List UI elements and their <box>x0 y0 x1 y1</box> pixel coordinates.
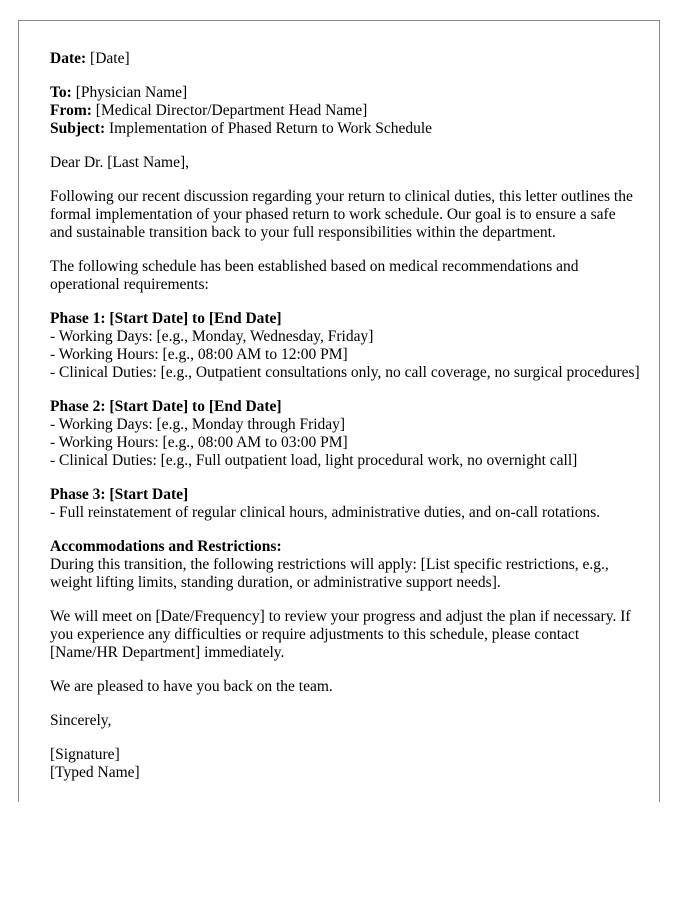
closing-note: We are pleased to have you back on the team. <box>50 678 333 695</box>
phase-item: - Working Days: [e.g., Monday through Friday] <box>50 416 346 433</box>
subject-label: Subject: <box>50 120 106 137</box>
phase-1 <box>50 310 640 382</box>
review-paragraph: We will meet on [Date/Frequency] to review your progress and adjust the plan if necessary. If you experience any difficulties or require adjustments to this schedule, please contact [Name/HR Department] immediately. <box>50 608 631 661</box>
signature-placeholder: [Signature] <box>50 746 120 763</box>
salutation: Dear Dr. [Last Name], <box>50 154 190 171</box>
from-value: [Medical Director/Department Head Name] <box>95 102 368 119</box>
from-label: From: <box>50 102 92 119</box>
subject-line <box>50 120 640 138</box>
header-block <box>50 84 640 138</box>
typed-name-placeholder: [Typed Name] <box>50 764 140 781</box>
from-line <box>50 102 640 120</box>
accommodations-text: During this transition, the following restrictions will apply: [List specific restrictions, e.g., weight lifting limits, standing duration, or administrative support needs]. <box>50 556 609 591</box>
accommodations-title: Accommodations and Restrictions: <box>50 538 282 555</box>
to-line <box>50 84 640 102</box>
phase-title: Phase 3: [Start Date] <box>50 486 189 503</box>
phase-item: - Full reinstatement of regular clinical hours, administrative duties, and on-call rotations. <box>50 504 601 521</box>
phase-item: - Working Hours: [e.g., 08:00 AM to 03:00 PM] <box>50 434 348 451</box>
to-label: To: <box>50 84 72 101</box>
date-value: [Date] <box>90 50 130 67</box>
phase-2 <box>50 398 640 470</box>
phase-title: Phase 2: [Start Date] to [End Date] <box>50 398 282 415</box>
date-block <box>50 50 640 68</box>
accommodations-block <box>50 538 640 592</box>
signature-block <box>50 746 640 782</box>
sign-off: Sincerely, <box>50 712 112 729</box>
phase-item: - Working Days: [e.g., Monday, Wednesday, Friday] <box>50 328 374 345</box>
phase-title: Phase 1: [Start Date] to [End Date] <box>50 310 282 327</box>
schedule-intro: The following schedule has been established based on medical recommendations and operational requirements: <box>50 258 579 293</box>
intro-paragraph: Following our recent discussion regarding your return to clinical duties, this letter outlines the formal implementation of your phased return to work schedule. Our goal is to ensure a safe and sustainable transition back to your full responsibilities within the department. <box>50 188 633 241</box>
phase-item: - Clinical Duties: [e.g., Full outpatient load, light procedural work, no overnight call] <box>50 452 578 469</box>
phase-3 <box>50 486 640 522</box>
to-value: [Physician Name] <box>75 84 188 101</box>
letter-content <box>50 50 640 782</box>
phase-item: - Clinical Duties: [e.g., Outpatient consultations only, no call coverage, no surgical procedures] <box>50 364 640 381</box>
letter-page <box>18 20 660 802</box>
phase-item: - Working Hours: [e.g., 08:00 AM to 12:00 PM] <box>50 346 348 363</box>
date-label: Date: <box>50 50 87 67</box>
subject-value: Implementation of Phased Return to Work Schedule <box>108 120 433 137</box>
